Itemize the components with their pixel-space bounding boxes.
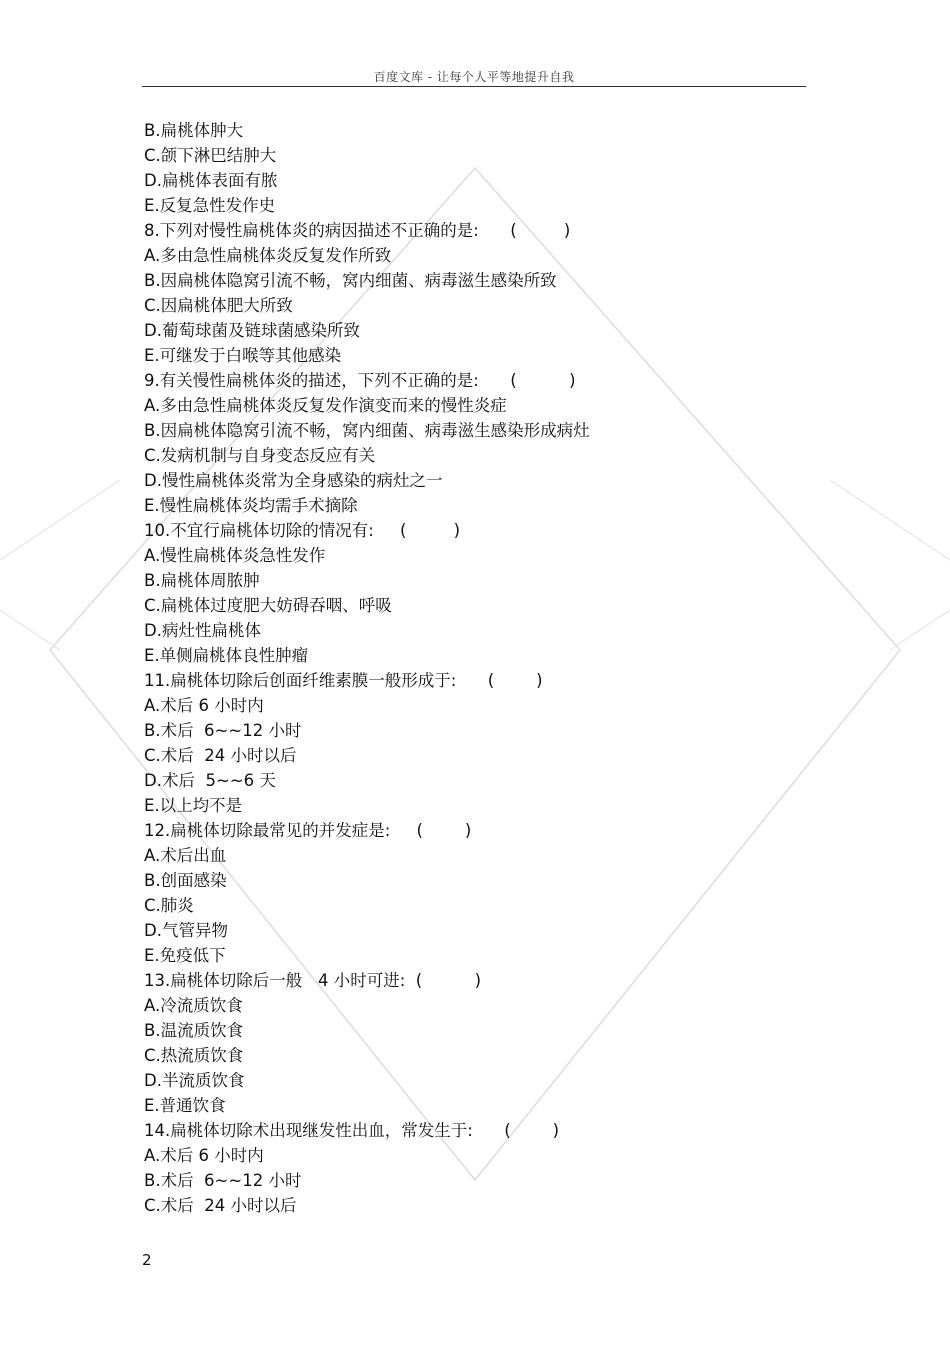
answer-option: C.热流质饮食: [144, 1046, 244, 1065]
answer-option: D.术后 5~~6 天: [144, 771, 276, 790]
question-stem: 13.扁桃体切除后一般 4 小时可进: ( ): [144, 971, 482, 990]
answer-option: E.单侧扁桃体良性肿瘤: [144, 646, 309, 665]
answer-option: A.慢性扁桃体炎急性发作: [144, 546, 326, 565]
answer-option: C.术后 24 小时以后: [144, 746, 297, 765]
answer-option: C.颌下淋巴结肿大: [144, 146, 277, 165]
answer-option: A.术后 6 小时内: [144, 696, 264, 715]
answer-option: D.病灶性扁桃体: [144, 621, 261, 640]
page-number: 2: [142, 1251, 152, 1269]
question-stem: 14.扁桃体切除术出现继发性出血，常发生于: ( ): [144, 1121, 560, 1140]
answer-option: E.免疫低下: [144, 946, 226, 965]
answer-option: E.反复急性发作史: [144, 196, 276, 215]
answer-option: D.半流质饮食: [144, 1071, 245, 1090]
answer-option: B.因扁桃体隐窝引流不畅，窝内细菌、病毒滋生感染形成病灶: [144, 421, 590, 440]
page-header: [142, 64, 806, 87]
answer-option: B.术后 6~~12 小时: [144, 1171, 302, 1190]
answer-option: B.温流质饮食: [144, 1021, 244, 1040]
question-stem: 11.扁桃体切除后创面纤维素膜一般形成于: ( ): [144, 671, 543, 690]
question-stem: 8.下列对慢性扁桃体炎的病因描述不正确的是: ( ): [144, 221, 571, 240]
answer-option: A.术后 6 小时内: [144, 1146, 264, 1165]
question-stem: 12.扁桃体切除最常见的并发症是: ( ): [144, 821, 472, 840]
answer-option: C.发病机制与自身变态反应有关: [144, 446, 376, 465]
answer-option: B.扁桃体肿大: [144, 121, 244, 140]
answer-option: D.慢性扁桃体炎常为全身感染的病灶之一: [144, 471, 443, 490]
question-stem: 10.不宜行扁桃体切除的情况有: ( ): [144, 521, 461, 540]
answer-option: B.因扁桃体隐窝引流不畅，窝内细菌、病毒滋生感染所致: [144, 271, 557, 290]
answer-option: A.冷流质饮食: [144, 996, 243, 1015]
answer-option: D.气管异物: [144, 921, 228, 940]
question-stem: 9.有关慢性扁桃体炎的描述，下列不正确的是: ( ): [144, 371, 576, 390]
answer-option: D.葡萄球菌及链球菌感染所致: [144, 321, 360, 340]
answer-option: E.以上均不是: [144, 796, 243, 815]
answer-option: C.因扁桃体肥大所致: [144, 296, 293, 315]
answer-option: A.多由急性扁桃体炎反复发作演变而来的慢性炎症: [144, 396, 507, 415]
answer-option: B.扁桃体周脓肿: [144, 571, 260, 590]
answer-option: C.扁桃体过度肥大妨碍吞咽、呼吸: [144, 596, 392, 615]
answer-option: C.术后 24 小时以后: [144, 1196, 297, 1215]
answer-option: E.可继发于白喉等其他感染: [144, 346, 342, 365]
answer-option: C.肺炎: [144, 896, 194, 915]
answer-option: D.扁桃体表面有脓: [144, 171, 278, 190]
question-content: [144, 118, 804, 1218]
answer-option: A.术后出血: [144, 846, 227, 865]
answer-option: B.创面感染: [144, 871, 227, 890]
answer-option: E.慢性扁桃体炎均需手术摘除: [144, 496, 358, 515]
header-title: 百度文库 - 让每个人平等地提升自我: [373, 70, 575, 84]
answer-option: B.术后 6~~12 小时: [144, 721, 302, 740]
answer-option: E.普通饮食: [144, 1096, 226, 1115]
answer-option: A.多由急性扁桃体炎反复发作所致: [144, 246, 392, 265]
